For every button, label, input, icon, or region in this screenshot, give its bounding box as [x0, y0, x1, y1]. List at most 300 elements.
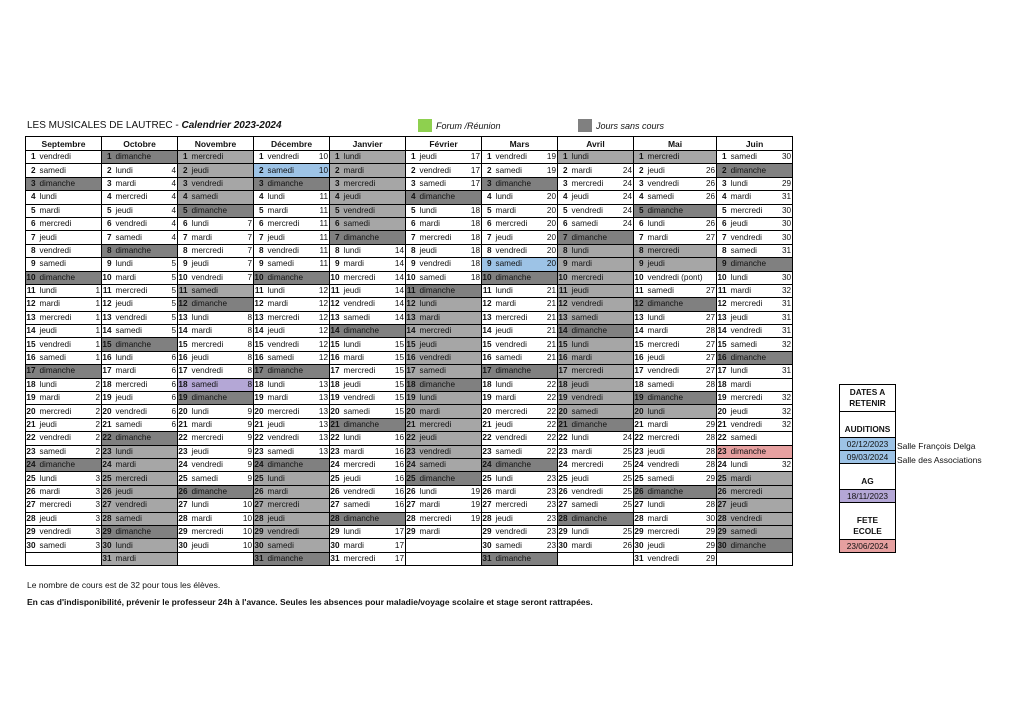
lesson-count: 31: [779, 365, 793, 378]
lesson-count: [779, 552, 793, 565]
calendar-row: [26, 525, 793, 538]
lesson-count: [468, 284, 482, 297]
day-name: jeudi: [38, 512, 88, 525]
lesson-count: 28: [703, 458, 717, 471]
lesson-count: [468, 405, 482, 418]
day-name: samedi: [494, 539, 544, 552]
day-number: 21: [558, 418, 570, 431]
day-name: jeudi: [190, 258, 240, 271]
lesson-count: 7: [240, 217, 254, 230]
day-name: mercredi: [342, 458, 392, 471]
day-number: 1: [634, 151, 646, 164]
day-name: lundi: [190, 311, 240, 324]
day-name: mardi: [418, 217, 468, 230]
lesson-count: 21: [544, 325, 558, 338]
day-number: 19: [558, 392, 570, 405]
lesson-count: [468, 392, 482, 405]
day-number: 25: [178, 472, 190, 485]
day-name: vendredi: [342, 204, 392, 217]
day-number: 22: [482, 432, 494, 445]
lesson-count: 21: [544, 298, 558, 311]
day-number: 14: [26, 325, 38, 338]
day-number: [406, 539, 418, 552]
lesson-count: [316, 525, 330, 538]
day-name: mardi: [342, 351, 392, 364]
day-name: vendredi: [266, 244, 316, 257]
day-name: lundi: [494, 191, 544, 204]
day-number: 4: [634, 191, 646, 204]
day-name: dimanche: [190, 204, 240, 217]
day-name: dimanche: [266, 177, 316, 190]
lesson-count: 14: [392, 258, 406, 271]
day-number: 20: [634, 405, 646, 418]
day-number: 11: [406, 284, 418, 297]
lesson-count: [468, 539, 482, 552]
day-name: dimanche: [729, 445, 779, 458]
day-name: samedi: [38, 445, 88, 458]
day-number: 10: [26, 271, 38, 284]
day-number: 21: [482, 418, 494, 431]
fete-date: 23/06/2024: [840, 539, 895, 552]
day-number: 21: [26, 418, 38, 431]
lesson-count: 4: [164, 164, 178, 177]
day-name: samedi: [266, 539, 316, 552]
day-name: mardi: [494, 204, 544, 217]
day-name: dimanche: [646, 298, 703, 311]
day-name: samedi: [342, 405, 392, 418]
lesson-count: [240, 298, 254, 311]
day-number: 13: [482, 311, 494, 324]
day-name: dimanche: [342, 512, 392, 525]
day-name: vendredi: [266, 151, 316, 164]
lesson-count: [703, 258, 717, 271]
day-name: mardi: [38, 392, 88, 405]
day-name: lundi: [266, 284, 316, 297]
lesson-count: 20: [544, 191, 558, 204]
lesson-count: 25: [620, 445, 634, 458]
day-name: mardi: [729, 472, 779, 485]
day-name: jeudi: [418, 151, 468, 164]
lesson-count: 15: [392, 351, 406, 364]
day-name: jeudi: [266, 325, 316, 338]
day-number: 11: [26, 284, 38, 297]
lesson-count: 21: [544, 338, 558, 351]
lesson-count: 18: [468, 271, 482, 284]
day-number: 20: [254, 405, 266, 418]
day-name: mardi: [646, 418, 703, 431]
day-name: samedi: [729, 244, 779, 257]
day-name: lundi: [190, 405, 240, 418]
lesson-count: [468, 432, 482, 445]
day-number: 20: [26, 405, 38, 418]
day-number: 24: [717, 458, 729, 471]
legend-no-class: [578, 119, 664, 132]
day-number: 1: [330, 151, 342, 164]
day-number: 23: [102, 445, 114, 458]
lesson-count: [468, 445, 482, 458]
lesson-count: 14: [392, 311, 406, 324]
lesson-count: 8: [240, 311, 254, 324]
lesson-count: 31: [779, 325, 793, 338]
day-number: 29: [254, 525, 266, 538]
lesson-count: 30: [779, 151, 793, 164]
day-name: mercredi: [190, 525, 240, 538]
day-number: 27: [634, 499, 646, 512]
day-number: [26, 552, 38, 565]
lesson-count: [164, 539, 178, 552]
day-number: 22: [717, 432, 729, 445]
day-number: 4: [254, 191, 266, 204]
day-name: samedi: [38, 351, 88, 364]
day-name: lundi: [494, 284, 544, 297]
lesson-count: 5: [164, 311, 178, 324]
day-name: mardi: [190, 418, 240, 431]
day-name: lundi: [570, 244, 620, 257]
lesson-count: 4: [164, 231, 178, 244]
calendar-row: [26, 164, 793, 177]
lesson-count: 10: [240, 499, 254, 512]
day-number: 24: [330, 458, 342, 471]
day-name: jeudi: [342, 191, 392, 204]
day-name: samedi: [494, 351, 544, 364]
lesson-count: 31: [779, 311, 793, 324]
day-number: [178, 552, 190, 565]
day-name: vendredi: [570, 298, 620, 311]
day-name: samedi: [114, 418, 164, 431]
lesson-count: [392, 204, 406, 217]
day-name: vendredi: [418, 445, 468, 458]
lesson-count: 18: [468, 204, 482, 217]
day-number: 13: [330, 311, 342, 324]
lesson-count: [164, 472, 178, 485]
day-number: 12: [406, 298, 418, 311]
day-number: 20: [102, 405, 114, 418]
lesson-count: 1: [88, 351, 102, 364]
day-number: 29: [558, 525, 570, 538]
day-name: mercredi: [646, 432, 703, 445]
lesson-count: 21: [544, 351, 558, 364]
day-name: vendredi: [646, 177, 703, 190]
lesson-count: 30: [779, 217, 793, 230]
day-number: 13: [717, 311, 729, 324]
day-number: 2: [102, 164, 114, 177]
day-name: samedi: [418, 177, 468, 190]
day-number: 5: [254, 204, 266, 217]
day-number: 16: [178, 351, 190, 364]
day-number: 2: [717, 164, 729, 177]
day-number: 2: [558, 164, 570, 177]
day-number: 30: [254, 539, 266, 552]
calendar-row: [26, 351, 793, 364]
day-name: samedi: [342, 217, 392, 230]
day-name: jeudi: [342, 378, 392, 391]
day-name: dimanche: [646, 485, 703, 498]
day-name: mardi: [266, 204, 316, 217]
lesson-count: 15: [392, 405, 406, 418]
day-name: dimanche: [38, 365, 88, 378]
day-name: vendredi: [342, 392, 392, 405]
day-number: 12: [178, 298, 190, 311]
lesson-count: [316, 499, 330, 512]
lesson-count: 6: [164, 351, 178, 364]
calendar-row: [26, 325, 793, 338]
lesson-count: 27: [703, 231, 717, 244]
lesson-count: 32: [779, 458, 793, 471]
day-number: 10: [330, 271, 342, 284]
calendar-row: [26, 472, 793, 485]
day-number: 29: [482, 525, 494, 538]
lesson-count: [164, 432, 178, 445]
lesson-count: 13: [316, 405, 330, 418]
day-number: 25: [558, 472, 570, 485]
day-number: 3: [717, 177, 729, 190]
day-number: 12: [254, 298, 266, 311]
day-name: vendredi: [729, 325, 779, 338]
day-number: 5: [634, 204, 646, 217]
day-number: 24: [102, 458, 114, 471]
day-name: vendredi: [38, 244, 88, 257]
day-name: mardi: [38, 298, 88, 311]
day-name: jeudi: [114, 485, 164, 498]
day-name: vendredi: [342, 298, 392, 311]
day-number: 15: [102, 338, 114, 351]
day-name: mardi: [418, 525, 468, 538]
day-name: jeudi: [114, 392, 164, 405]
day-name: mardi: [114, 177, 164, 190]
lesson-count: 15: [392, 378, 406, 391]
lesson-count: 17: [468, 177, 482, 190]
lesson-count: 24: [620, 217, 634, 230]
day-name: lundi: [494, 378, 544, 391]
day-number: 11: [254, 284, 266, 297]
day-name: samedi: [38, 164, 88, 177]
day-number: 13: [634, 311, 646, 324]
day-number: 19: [26, 392, 38, 405]
day-number: 20: [178, 405, 190, 418]
day-name: lundi: [646, 311, 703, 324]
day-number: 22: [330, 432, 342, 445]
lesson-count: [779, 258, 793, 271]
day-name: lundi: [342, 151, 392, 164]
lesson-count: 10: [240, 539, 254, 552]
day-name: jeudi: [494, 512, 544, 525]
day-name: lundi: [190, 217, 240, 230]
lesson-count: [468, 418, 482, 431]
day-number: 4: [482, 191, 494, 204]
day-name: dimanche: [494, 458, 544, 471]
lesson-count: [316, 458, 330, 471]
day-number: 5: [102, 204, 114, 217]
day-name: vendredi: [342, 485, 392, 498]
legend-forum: [418, 119, 501, 132]
lesson-count: [620, 325, 634, 338]
day-name: [418, 552, 468, 565]
day-number: 8: [634, 244, 646, 257]
day-name: dimanche: [729, 258, 779, 271]
lesson-count: [703, 392, 717, 405]
lesson-count: 7: [240, 258, 254, 271]
day-number: 29: [330, 525, 342, 538]
lesson-count: 31: [779, 191, 793, 204]
day-number: 29: [102, 525, 114, 538]
lesson-count: 16: [392, 499, 406, 512]
day-name: lundi: [729, 271, 779, 284]
day-number: 28: [558, 512, 570, 525]
lesson-count: [779, 351, 793, 364]
day-number: 14: [634, 325, 646, 338]
day-number: 27: [482, 499, 494, 512]
lesson-count: [316, 485, 330, 498]
day-name: jeudi: [494, 418, 544, 431]
lesson-count: [240, 191, 254, 204]
day-name: samedi: [494, 258, 544, 271]
day-name: mardi: [114, 458, 164, 471]
day-number: 11: [178, 284, 190, 297]
day-name: mercredi: [38, 217, 88, 230]
day-number: 9: [482, 258, 494, 271]
lesson-count: 4: [164, 204, 178, 217]
legend-no-class-label: Jours sans cours: [596, 120, 665, 131]
day-name: mardi: [342, 258, 392, 271]
lesson-count: 6: [164, 378, 178, 391]
day-number: 4: [102, 191, 114, 204]
day-name: jeudi: [646, 445, 703, 458]
day-number: 30: [178, 539, 190, 552]
audition-date-1: 02/12/2023: [840, 437, 895, 450]
day-name: mercredi: [494, 405, 544, 418]
day-number: 13: [406, 311, 418, 324]
lesson-count: 23: [544, 512, 558, 525]
day-number: 12: [482, 298, 494, 311]
lesson-count: [164, 512, 178, 525]
day-name: mercredi: [190, 338, 240, 351]
day-number: 27: [717, 499, 729, 512]
day-number: 15: [330, 338, 342, 351]
day-name: dimanche: [646, 392, 703, 405]
day-name: lundi: [646, 405, 703, 418]
day-number: 28: [634, 512, 646, 525]
lesson-count: [703, 271, 717, 284]
day-name: dimanche: [494, 177, 544, 190]
day-name: samedi: [418, 458, 468, 471]
day-name: jeudi: [342, 284, 392, 297]
lesson-count: 6: [164, 392, 178, 405]
day-name: lundi: [342, 244, 392, 257]
lesson-count: 22: [544, 445, 558, 458]
calendar-row: [26, 284, 793, 297]
calendar-row: [26, 365, 793, 378]
day-number: 3: [558, 177, 570, 190]
day-number: 27: [178, 499, 190, 512]
day-number: 7: [26, 231, 38, 244]
day-number: 10: [634, 271, 646, 284]
day-name: jeudi: [646, 258, 703, 271]
lesson-count: 10: [240, 512, 254, 525]
lesson-count: [703, 405, 717, 418]
day-name: samedi: [494, 445, 544, 458]
day-number: 29: [26, 525, 38, 538]
day-number: 13: [254, 311, 266, 324]
lesson-count: [779, 525, 793, 538]
lesson-count: 16: [392, 472, 406, 485]
day-name: dimanche: [266, 458, 316, 471]
day-number: 10: [558, 271, 570, 284]
day-number: 6: [482, 217, 494, 230]
day-number: 9: [330, 258, 342, 271]
lesson-count: 9: [240, 405, 254, 418]
lesson-count: [620, 512, 634, 525]
calendar-row: [26, 271, 793, 284]
day-number: 28: [26, 512, 38, 525]
lesson-count: 14: [392, 284, 406, 297]
day-number: 25: [254, 472, 266, 485]
day-number: 14: [482, 325, 494, 338]
day-number: 9: [634, 258, 646, 271]
lesson-count: 8: [240, 351, 254, 364]
day-name: vendredi: [114, 217, 164, 230]
day-name: jeudi: [114, 204, 164, 217]
lesson-count: 21: [544, 311, 558, 324]
day-name: jeudi: [570, 191, 620, 204]
lesson-count: 2: [88, 445, 102, 458]
day-number: 1: [717, 151, 729, 164]
day-number: 19: [102, 392, 114, 405]
day-number: 19: [482, 392, 494, 405]
legend-forum-label: Forum /Réunion: [436, 120, 501, 131]
lesson-count: 25: [620, 485, 634, 498]
day-name: jeudi: [266, 231, 316, 244]
lesson-count: 29: [703, 539, 717, 552]
day-name: vendredi (pont): [646, 271, 703, 284]
day-name: dimanche: [418, 191, 468, 204]
day-number: 19: [717, 392, 729, 405]
day-name: [570, 552, 620, 565]
lesson-count: [392, 151, 406, 164]
day-number: 10: [254, 271, 266, 284]
day-name: vendredi: [494, 338, 544, 351]
day-name: samedi: [266, 445, 316, 458]
day-number: 7: [634, 231, 646, 244]
day-number: [558, 552, 570, 565]
day-number: 7: [102, 231, 114, 244]
day-name: vendredi: [38, 151, 88, 164]
lesson-count: 19: [544, 164, 558, 177]
day-number: 2: [178, 164, 190, 177]
day-number: 2: [634, 164, 646, 177]
day-number: 26: [330, 485, 342, 498]
lesson-count: 6: [164, 418, 178, 431]
day-number: 26: [482, 485, 494, 498]
lesson-count: [703, 244, 717, 257]
lesson-count: [240, 392, 254, 405]
day-number: 24: [254, 458, 266, 471]
day-name: lundi: [729, 458, 779, 471]
day-name: mercredi: [190, 244, 240, 257]
lesson-count: [164, 445, 178, 458]
lesson-count: 31: [779, 244, 793, 257]
day-name: dimanche: [266, 552, 316, 565]
day-number: 14: [406, 325, 418, 338]
day-name: samedi: [729, 432, 779, 445]
lesson-count: [544, 271, 558, 284]
lesson-count: [392, 191, 406, 204]
day-number: 6: [178, 217, 190, 230]
day-name: dimanche: [570, 325, 620, 338]
day-number: 15: [717, 338, 729, 351]
day-number: 28: [178, 512, 190, 525]
lesson-count: 32: [779, 418, 793, 431]
day-name: samedi: [190, 284, 240, 297]
